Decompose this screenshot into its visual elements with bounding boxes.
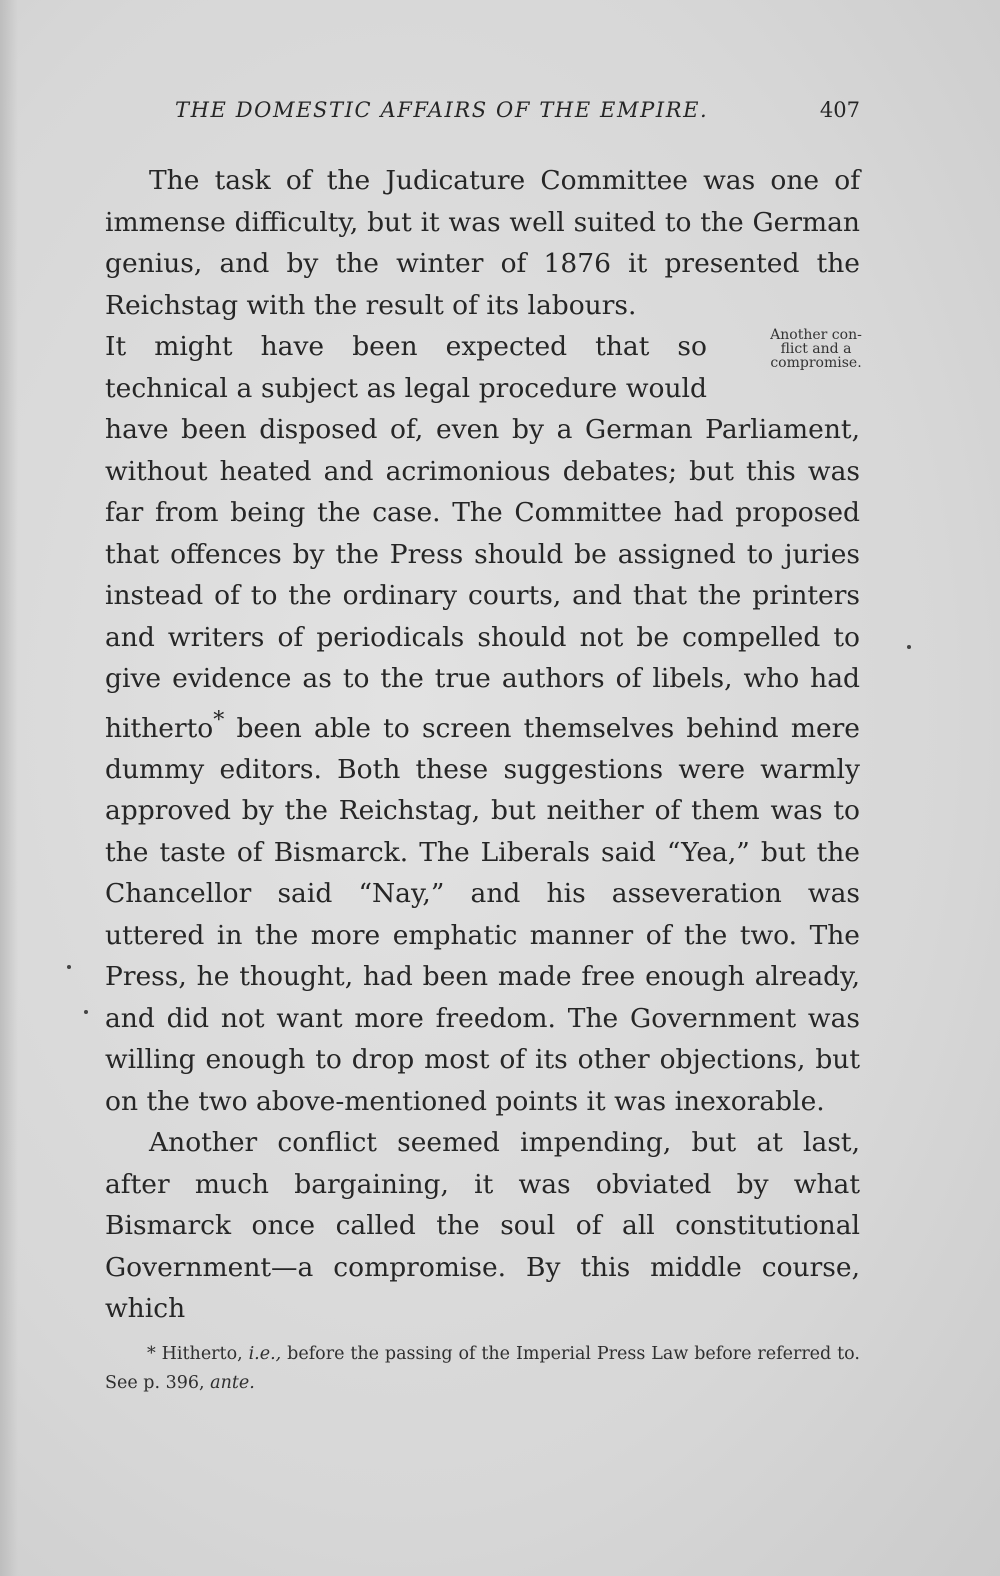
marginal-note-line-3: compromise. (770, 355, 862, 371)
paragraph-1-end: been able to screen themselves behind mere dummy editors. Both these suggestions were warmly approved by the Reichstag, but neither of them was to the taste of Bismarck. The Liberals said “Yea,” but the Chancellor said “Nay,” and his asseveration was uttered in the more emphatic manner of the two. The Press, he thought, had been made free enough already, and did not want more freedom. The Government was willing enough to drop most of its other objections, but on the two above-mentioned points it was inexorable. (105, 712, 860, 1117)
running-header (175, 98, 860, 122)
ink-speck (907, 645, 911, 649)
main-text (105, 160, 860, 1330)
paragraph-1-opening: The task of the Judicature Committee was one of immense difficulty, but it was well suited to the German genius, and by the winter of 1876 it presented the Reichstag with the result of its labours. (105, 165, 860, 321)
footnote-ante: ante. (210, 1373, 255, 1393)
marginal-note (725, 328, 863, 370)
paragraph-1-continuation: It might have been expected that so technical a subject as legal procedure would have been disposed of, even by a German Parliament, without heated and acrimonious debates; but this was far from being the case. The Committee had proposed that offences by the Press should be assigned to juries instead of to the ordinary courts, and that the printers and writers of periodicals should not be compelled to give evidence as to the true authors of libels, who had hitherto (105, 331, 860, 744)
footnote-lead: Hitherto, (161, 1344, 243, 1364)
marginal-note-line-2: flict and a (780, 341, 852, 357)
footnote-marker: * (147, 1344, 156, 1364)
footnote-reference: * (213, 707, 225, 733)
footnote-text: before the passing of the Imperial Press Law before referred to. See p. 396, (105, 1344, 860, 1393)
footnote (105, 1340, 860, 1398)
page-edge-shadow (0, 0, 18, 1576)
ink-speck (84, 1010, 88, 1014)
footnote-ie: i.e., (248, 1344, 282, 1364)
marginal-note-line-1: Another con- (770, 327, 862, 343)
page-number: 407 (819, 98, 860, 122)
running-title: THE DOMESTIC AFFAIRS OF THE EMPIRE. (175, 98, 709, 122)
ink-speck (67, 965, 71, 969)
paragraph-2: Another conflict seemed impending, but at last, after much bargaining, it was obviated by what Bismarck once called the soul of all constitutional Government—a compromise. By this middle course, which (105, 1127, 860, 1325)
paragraph-1 (105, 160, 860, 1122)
